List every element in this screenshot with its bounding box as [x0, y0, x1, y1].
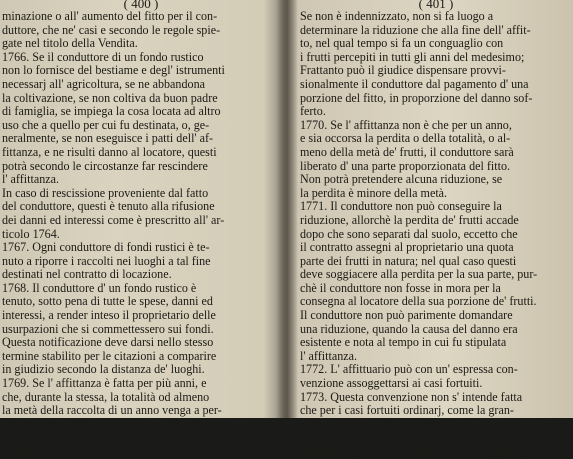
text-line: riduzione, allorchè la perdita de' frutti accade [300, 212, 519, 227]
left-page [2, 0, 280, 458]
text-line: Frattanto può il giudice dispensare provvi- [300, 63, 506, 78]
text-line: del conduttore, questi è tenuto alla rifusione [2, 199, 215, 214]
text-line: to, nel qual tempo si fa un conguaglio con [300, 36, 504, 51]
text-line: Non potrà pretendere alcuna riduzione, se [300, 172, 503, 187]
text-line: chè il conduttore non fosse in mora per la [300, 280, 501, 295]
text-line: indennizzato dalle precedenti raccolte. [2, 444, 189, 458]
left-page-number: ( 400 ) [123, 0, 159, 11]
text-line: di famiglia, se impiega la cosa locata ad altro [2, 104, 221, 119]
text-line: necessarj all' agricoltura, se ne abbandona [2, 76, 205, 91]
text-line: la coltivazione, se non coltiva da buon padre [2, 90, 218, 105]
text-line: Se non è indennizzato, non si fa luogo a [300, 9, 494, 23]
right-page-text [300, 10, 572, 459]
text-line: nuto a riporre i raccolti nei luoghi a tal fine [2, 253, 211, 268]
text-line: Il conduttore non può parimente domandare [300, 308, 513, 323]
text-line: porzione del fitto, in proporzione del danno sof- [300, 90, 533, 105]
text-line: duttore, che ne' casi e secondo le regole spie- [2, 22, 221, 37]
text-line: dine, il fulmine, la gelata o brina. [300, 416, 461, 431]
text-line: In caso di rescissione proveniente dal fatto [2, 185, 209, 200]
text-line: fittanza, e ne risulti danno al locatore, questi [2, 144, 217, 159]
text-line: liberato d' una parte proporzionata del fitto. [300, 158, 511, 173]
text-line: esistente e nota al tempo in cui fu stipulata [300, 335, 507, 350]
text-line: Essa non s' intende fatta per i casi fortuiti [300, 430, 500, 445]
text-line: 1771. Il conduttore non può conseguire la [300, 199, 502, 214]
text-line: ire per casi fortuiti, il conduttore può doman- [2, 416, 221, 431]
left-page-text [2, 10, 280, 459]
text-line: 1766. Se il conduttore di un fondo rustico [2, 49, 204, 64]
text-line: determinare la riduzione che alla fine dell' affit- [300, 22, 531, 37]
text-line: i frutti percepiti in tutti gli anni del medesimo; [300, 49, 525, 64]
text-line: deve soggiacere alla perdita per la sua parte, pur- [300, 267, 538, 282]
text-line: 1772. L' affittuario può con un' espressa con- [300, 362, 518, 377]
text-line: dopo che sono separati dal suolo, eccetto che [300, 226, 518, 241]
text-line: che per i casi fortuiti ordinarj, come la gran- [300, 403, 514, 418]
text-line: 1768. Il conduttore d' un fondo rustico è [2, 280, 197, 295]
text-line: e sia occorsa la perdita o della totalità, o al- [300, 131, 511, 146]
text-line: 1767. Ogni conduttore di fondi rustici è te- [2, 240, 210, 255]
text-line: ticolo 1764. [2, 226, 60, 241]
text-line: in giudizio secondo la distanza de' luoghi. [2, 362, 205, 377]
text-line: parte dei frutti in natura; nel qual caso questi [300, 253, 517, 268]
text-line: la metà della raccolta di un anno venga a per- [2, 403, 222, 418]
text-line: sionalmente il conduttore dal pagamento d' una [300, 76, 529, 91]
text-line: l' affittanza. [300, 348, 358, 363]
text-line: 1769. Se l' affittanza è fatta per più anni, e [2, 376, 207, 391]
text-line: una riduzione, quando la causa del danno era [300, 321, 518, 336]
text-line: straordinarj, come le devastazioni della guerra, [300, 444, 527, 458]
text-line: tenuto, sotto pena di tutte le spese, danni ed [2, 294, 213, 309]
text-line: non lo fornisce del bestiame e degl' istrumenti [2, 63, 225, 78]
text-line: minazione o all' aumento del fitto per il con- [2, 9, 218, 23]
text-line: consegna al locatore della sua porzione de' frutti. [300, 294, 537, 309]
text-line: venzione assoggettarsi ai casi fortuiti. [300, 376, 483, 391]
text-line: ferto. [300, 104, 326, 119]
text-line: destinati nel contratto di locazione. [2, 267, 172, 282]
text-line: Questa notificazione deve darsi nello stesso [2, 335, 214, 350]
text-line: dei danni ed interessi come è prescritto all' ar- [2, 212, 225, 227]
text-line: meno della metà de' frutti, il conduttore sarà [300, 144, 514, 159]
text-line: che, durante la stessa, la totalità od almeno [2, 389, 210, 404]
text-line: la perdita è minore della metà. [300, 185, 448, 200]
text-line: potrà secondo le circostanze far rescindere [2, 158, 208, 173]
text-line: 1770. Se l' affittanza non è che per un anno, [300, 117, 512, 132]
right-page [300, 0, 572, 458]
text-line: dare una riduzione del fitto, eccetto che sia [2, 430, 210, 445]
text-line: gate nel titolo della Vendita. [2, 36, 138, 51]
text-line: uso che a quello per cui fu destinata, o, ge- [2, 117, 210, 132]
text-line: interessi, a render inteso il proprietario delle [2, 308, 216, 323]
text-line: usurpazioni che si commettessero sui fondi. [2, 321, 214, 336]
text-line: 1773. Questa convenzione non s' intende fatta [300, 389, 523, 404]
text-line: l' affittanza. [2, 172, 60, 187]
text-line: il contratto assegni al proprietario una quota [300, 240, 514, 255]
text-line: termine stabilito per le citazioni a comparire [2, 348, 217, 363]
text-line: neralmente, se non eseguisce i patti dell' af- [2, 131, 214, 146]
right-page-number: ( 401 ) [418, 0, 454, 11]
